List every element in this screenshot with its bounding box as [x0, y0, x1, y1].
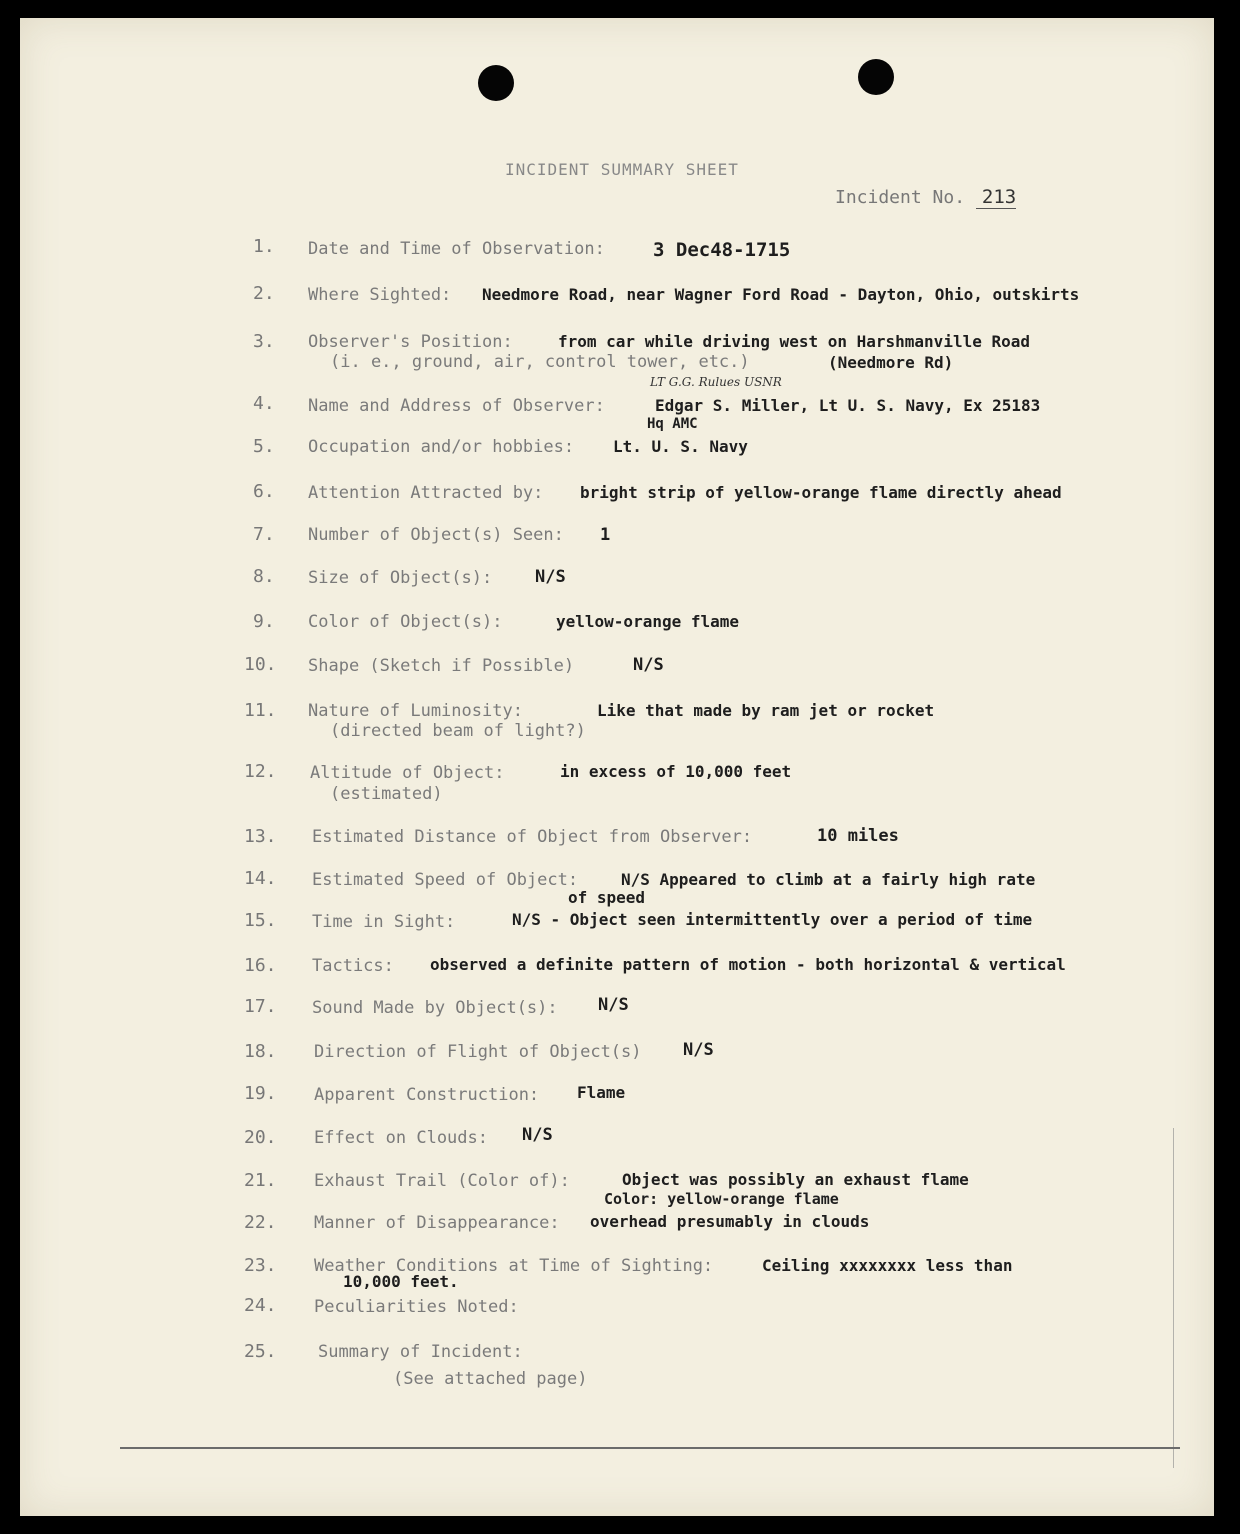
item-number: 17. — [244, 996, 277, 1017]
item-label: Observer's Position: — [308, 332, 513, 352]
item-sublabel: (See attached page) — [393, 1369, 588, 1389]
item-label: Occupation and/or hobbies: — [308, 437, 575, 457]
item-value: N/S — [683, 1040, 714, 1060]
item-label: Direction of Flight of Object(s) — [314, 1042, 642, 1062]
item-label: Nature of Luminosity: — [308, 701, 523, 721]
item-value: Object was possibly an exhaust flame — [622, 1170, 969, 1189]
item-number: 2. — [253, 283, 275, 304]
item-label: Weather Conditions at Time of Sighting: — [314, 1256, 714, 1276]
item-label: Where Sighted: — [308, 285, 452, 305]
item-number: 24. — [244, 1295, 277, 1316]
item-value: N/S — [522, 1125, 553, 1145]
item-label: Peculiarities Noted: — [314, 1297, 519, 1317]
item-label: Shape (Sketch if Possible) — [308, 656, 575, 676]
item-number: 21. — [244, 1170, 277, 1191]
item-label: Attention Attracted by: — [308, 483, 544, 503]
item-number: 13. — [244, 826, 277, 847]
item-sublabel: (i. e., ground, air, control tower, etc.) — [330, 352, 750, 372]
item-number: 11. — [244, 700, 277, 721]
item-label: Altitude of Object: — [310, 763, 505, 783]
item-value: N/S — [535, 567, 566, 587]
item-value: Like that made by ram jet or rocket — [597, 701, 935, 720]
margin-line — [1173, 1128, 1174, 1468]
punch-hole-right — [858, 59, 894, 95]
item-number: 23. — [244, 1255, 277, 1276]
item-value-line2: 10,000 feet. — [343, 1272, 459, 1291]
item-number: 18. — [244, 1041, 277, 1062]
item-number: 6. — [253, 481, 275, 502]
item-label: Color of Object(s): — [308, 612, 503, 632]
item-value-line2: (Needmore Rd) — [828, 353, 954, 372]
incident-number-label: Incident No. — [835, 187, 966, 208]
item-number: 19. — [244, 1083, 277, 1104]
item-label: Number of Object(s) Seen: — [308, 525, 564, 545]
item-value: N/S — [598, 995, 629, 1015]
item-label: Estimated Distance of Object from Observer: — [312, 827, 753, 847]
item-value: 10 miles — [817, 826, 899, 846]
item-label: Summary of Incident: — [318, 1342, 523, 1362]
item-number: 12. — [244, 761, 277, 782]
item-value: 3 Dec48-1715 — [653, 239, 791, 261]
item-number: 25. — [244, 1341, 277, 1362]
item-number: 10. — [244, 654, 277, 675]
item-label: Time in Sight: — [312, 912, 456, 932]
item-number: 15. — [244, 910, 277, 931]
bottom-rule — [120, 1447, 1180, 1449]
item-value: 1 — [600, 525, 611, 545]
punch-hole-left — [478, 65, 514, 101]
item-label: Estimated Speed of Object: — [312, 870, 579, 890]
item-value: Lt. U. S. Navy — [613, 437, 748, 456]
item-value: N/S Appeared to climb at a fairly high rate — [621, 870, 1036, 889]
item-value: Ceiling xxxxxxxx less than — [762, 1256, 1013, 1275]
item-sublabel: (directed beam of light?) — [330, 721, 586, 741]
item-number: 7. — [253, 524, 275, 545]
item-value: Flame — [577, 1083, 626, 1102]
item-value: from car while driving west on Harshmanville Road — [558, 332, 1031, 351]
item-value: observed a definite pattern of motion - both horizontal & vertical — [430, 955, 1066, 974]
item-label: Name and Address of Observer: — [308, 396, 605, 416]
item-value: yellow-orange flame — [556, 612, 740, 631]
item-label: Apparent Construction: — [314, 1085, 540, 1105]
item-label: Exhaust Trail (Color of): — [314, 1171, 570, 1191]
item-value: overhead presumably in clouds — [590, 1212, 870, 1231]
item-value: N/S — [633, 655, 664, 675]
item-number: 8. — [253, 566, 275, 587]
item-value-line2: Color: yellow-orange flame — [604, 1190, 839, 1208]
item-number: 9. — [253, 611, 275, 632]
item-number: 22. — [244, 1212, 277, 1233]
item-sublabel: (estimated) — [330, 784, 443, 804]
item-number: 4. — [253, 393, 275, 414]
item-label: Size of Object(s): — [308, 568, 493, 588]
item-number: 14. — [244, 868, 277, 889]
incident-number-value: 213 — [976, 186, 1016, 209]
item-label: Sound Made by Object(s): — [312, 998, 558, 1018]
item-number: 16. — [244, 955, 277, 976]
item-value: Edgar S. Miller, Lt U. S. Navy, Ex 25183 — [655, 396, 1041, 415]
item-value: N/S - Object seen intermittently over a period of time — [512, 910, 1033, 929]
handwritten-note: LT G.G. Rulues USNR — [650, 375, 782, 389]
item-label: Manner of Disappearance: — [314, 1213, 560, 1233]
item-value: Needmore Road, near Wagner Ford Road - Dayton, Ohio, outskirts — [482, 285, 1080, 304]
item-value-line2: Hq AMC — [647, 416, 698, 432]
item-number: 20. — [244, 1127, 277, 1148]
item-number: 1. — [253, 236, 275, 257]
item-label: Date and Time of Observation: — [308, 239, 605, 259]
document-title: INCIDENT SUMMARY SHEET — [505, 160, 739, 179]
item-number: 5. — [253, 436, 275, 457]
incident-number — [835, 186, 1016, 208]
item-value: in excess of 10,000 feet — [560, 762, 792, 781]
item-label: Effect on Clouds: — [314, 1128, 488, 1148]
item-value-line2: of speed — [568, 888, 646, 907]
item-number: 3. — [253, 331, 275, 352]
item-label: Tactics: — [312, 956, 394, 976]
item-value: bright strip of yellow-orange flame directly ahead — [580, 483, 1062, 502]
